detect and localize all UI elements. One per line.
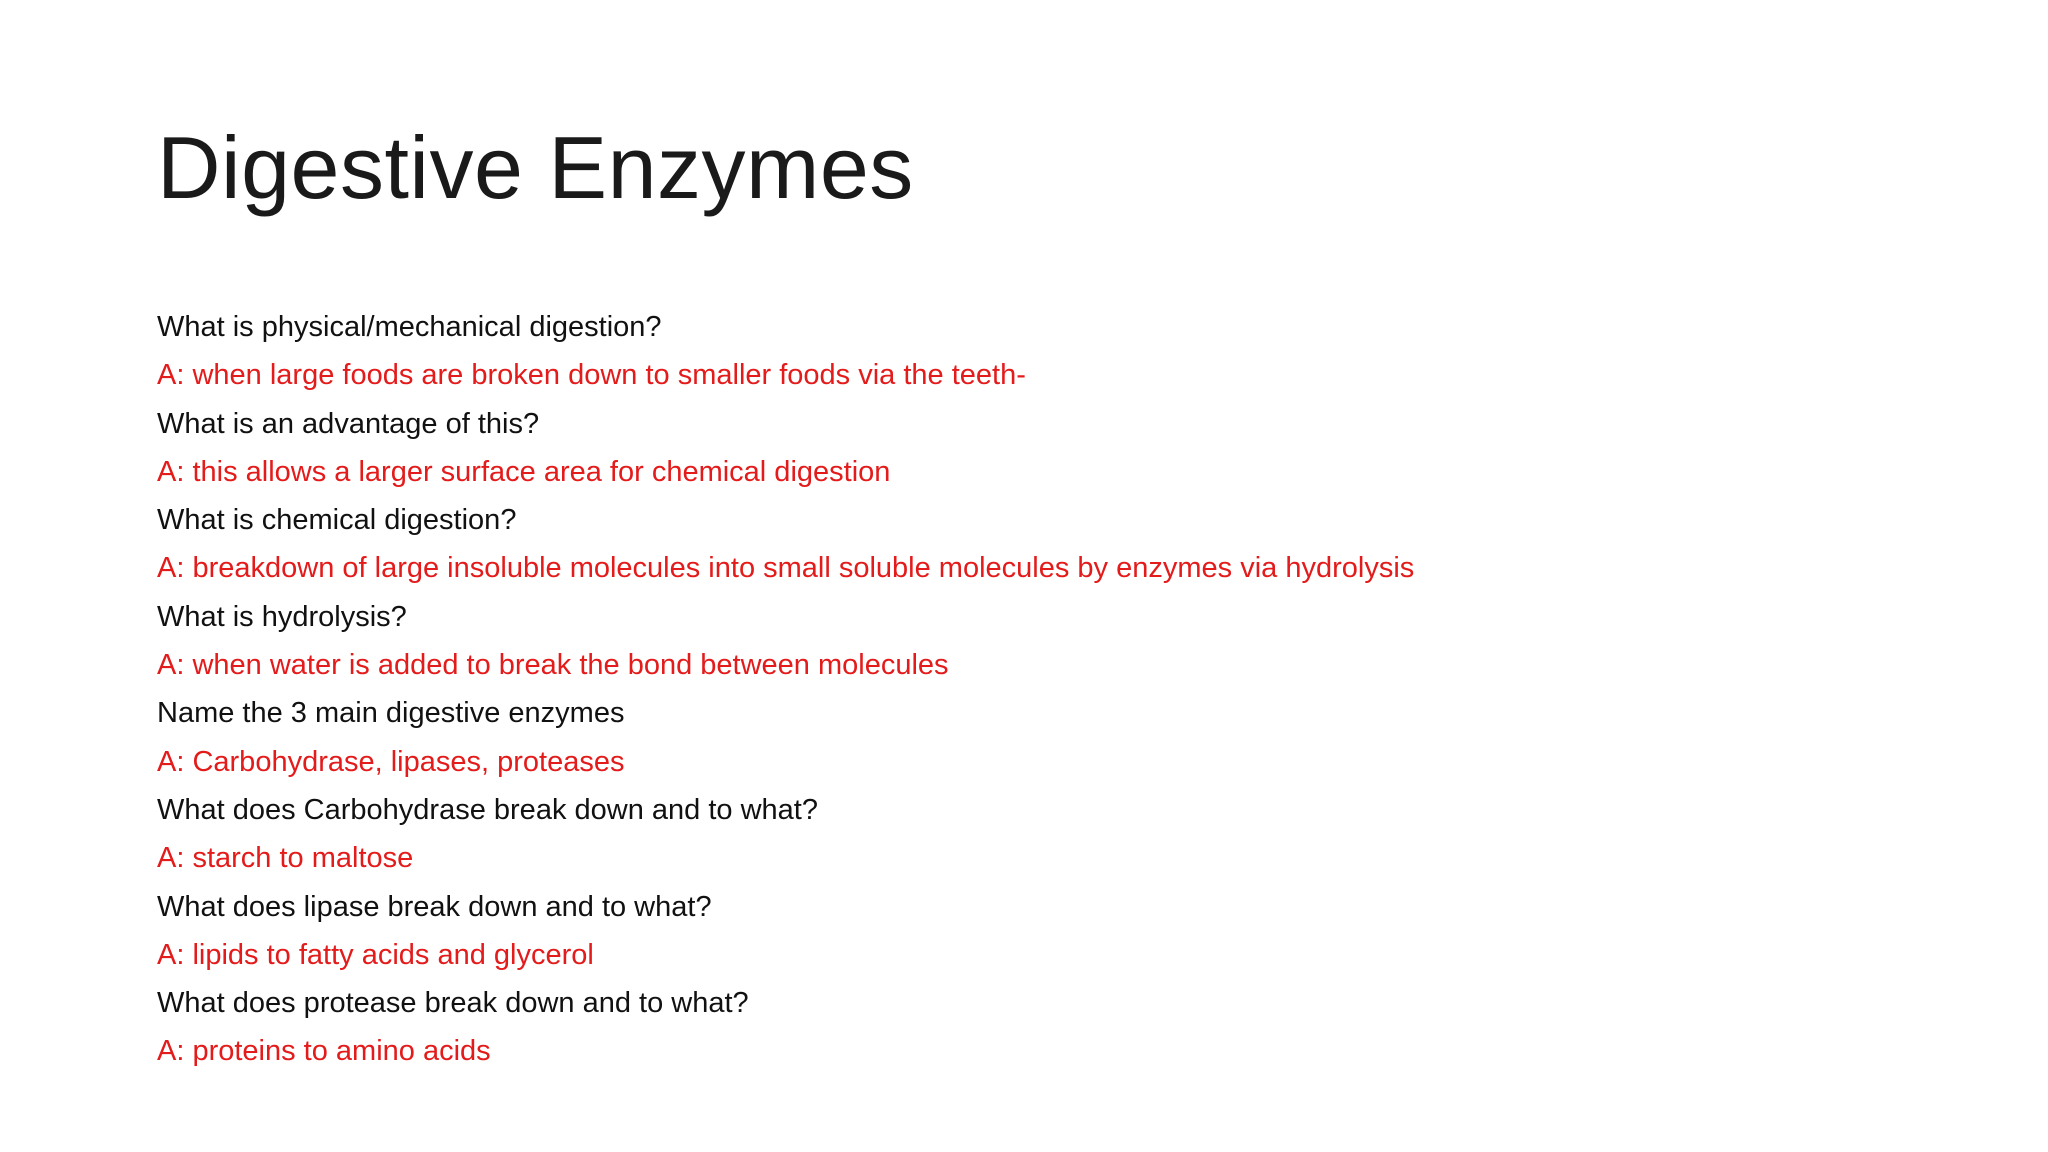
answer-1: A: when large foods are broken down to smaller foods via the teeth-: [157, 359, 1026, 392]
answer-5: A: Carbohydrase, lipases, proteases: [157, 745, 625, 778]
question-3: What is chemical digestion?: [157, 504, 517, 537]
slide-title: Digestive Enzymes: [157, 118, 914, 217]
answer-7: A: lipids to fatty acids and glycerol: [157, 938, 594, 971]
question-6: What does Carbohydrase break down and to what?: [157, 793, 818, 826]
answer-6: A: starch to maltose: [157, 842, 414, 875]
qa-list: [157, 303, 1957, 1076]
question-4: What is hydrolysis?: [157, 600, 407, 633]
question-2: What is an advantage of this?: [157, 407, 540, 440]
answer-3: A: breakdown of large insoluble molecules into small soluble molecules by enzymes via hydrolysis: [157, 552, 1415, 585]
answer-2: A: this allows a larger surface area for chemical digestion: [157, 455, 891, 488]
answer-8: A: proteins to amino acids: [157, 1035, 491, 1068]
answer-4: A: when water is added to break the bond between molecules: [157, 649, 949, 682]
question-7: What does lipase break down and to what?: [157, 890, 712, 923]
question-1: What is physical/mechanical digestion?: [157, 311, 662, 343]
question-5: Name the 3 main digestive enzymes: [157, 697, 625, 730]
question-8: What does protease break down and to what?: [157, 987, 749, 1020]
